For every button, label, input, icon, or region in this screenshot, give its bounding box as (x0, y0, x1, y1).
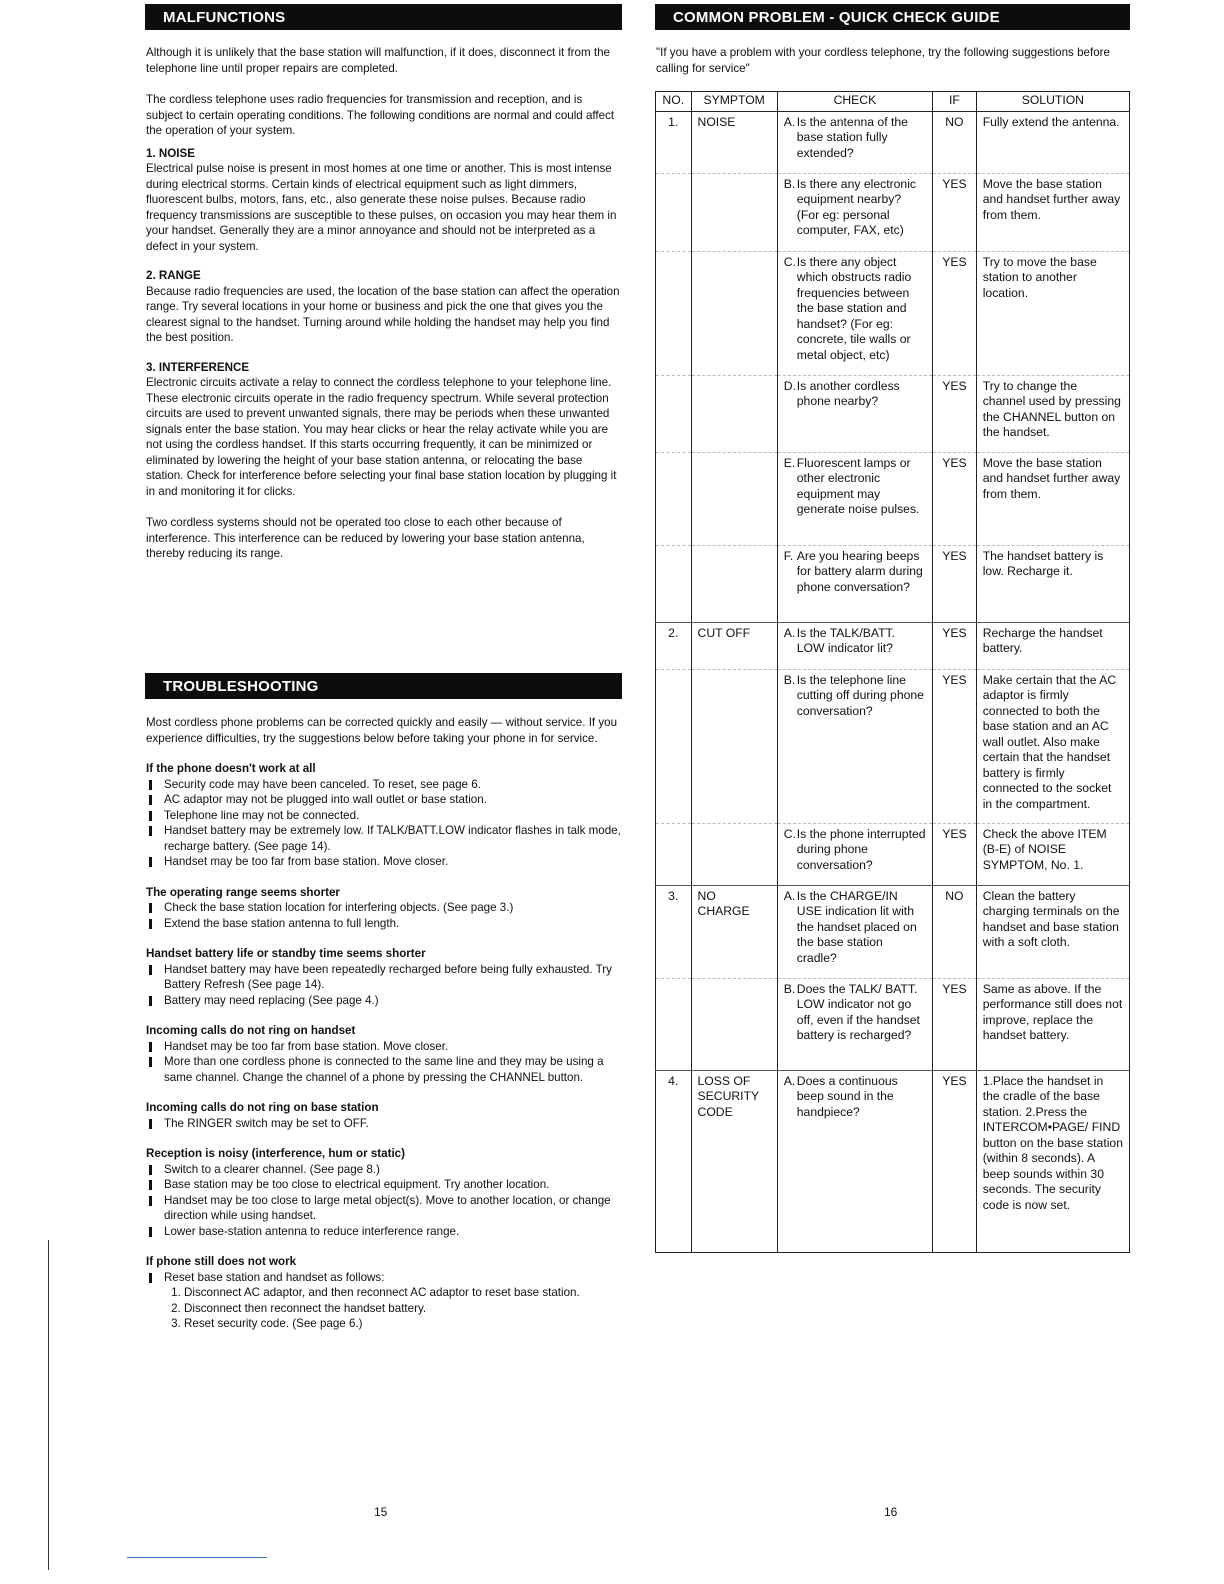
reset-steps-list (146, 1285, 622, 1332)
row-symptom (691, 545, 777, 622)
table-row (656, 669, 1130, 823)
malfunctions-paragraph: Although it is unlikely that the base station will malfunction, if it does, disconnect it from the telephone line until proper repairs are completed. (146, 46, 610, 75)
row-if: YES (933, 669, 977, 823)
bullet-item: The RINGER switch may be set to OFF. (146, 1116, 622, 1132)
check-text: Fluorescent lamps or other electronic equipment may generate noise pulses. (796, 455, 920, 516)
table-row (656, 823, 1130, 885)
check-text: Is the TALK/BATT. LOW indicator lit? (796, 625, 895, 655)
bullet-item: Security code may have been canceled. To reset, see page 6. (146, 777, 622, 793)
row-check (777, 622, 932, 669)
header-solution: SOLUTION (976, 92, 1129, 112)
reset-step: 2. Disconnect then reconnect the handset battery. (184, 1301, 622, 1317)
table-row (656, 1070, 1130, 1252)
check-text: Is the CHARGE/IN USE indication lit with the handset placed on the base station cradle? (796, 888, 917, 965)
table-row (656, 452, 1130, 545)
table-header-row (656, 92, 1130, 112)
troubleshooting-group-heading: If phone still does not work (146, 1255, 297, 1268)
row-if: YES (933, 375, 977, 452)
bullet-item: Handset battery may be extremely low. If TALK/BATT.LOW indicator flashes in talk mode, recharge battery. (See page 14). (146, 823, 622, 854)
row-solution: Move the base station and handset further away from them. (976, 452, 1129, 545)
quick-check-rows (656, 111, 1130, 1252)
table-row (656, 978, 1130, 1070)
left-margin-rule (48, 1240, 49, 1570)
table-row (656, 251, 1130, 375)
check-letter: B. (783, 981, 796, 996)
row-solution: Try to move the base station to another location. (976, 251, 1129, 375)
troubleshooting-group-heading: Incoming calls do not ring on base station (146, 1101, 379, 1114)
row-number (656, 173, 692, 251)
range-heading: 2. RANGE (146, 269, 201, 282)
troubleshooting-group (146, 761, 622, 870)
row-solution: The handset battery is low. Recharge it. (976, 545, 1129, 622)
quick-check-table (655, 91, 1130, 1253)
row-symptom: LOSS OF SECURITY CODE (691, 1070, 777, 1252)
check-letter: A. (783, 625, 796, 640)
troubleshooting-group-heading: Incoming calls do not ring on handset (146, 1024, 356, 1037)
bullet-item: Battery may need replacing (See page 4.) (146, 993, 622, 1009)
check-letter: A. (783, 1073, 796, 1088)
check-letter: B. (783, 176, 796, 191)
table-row (656, 545, 1130, 622)
row-if: YES (933, 622, 977, 669)
bullet-list (146, 1039, 622, 1086)
row-symptom (691, 375, 777, 452)
troubleshooting-title: TROUBLESHOOTING (163, 678, 319, 695)
bottom-link-rule (127, 1557, 267, 1558)
row-check (777, 885, 932, 978)
bullet-list (146, 900, 622, 931)
bullet-item: Handset may be too far from base station. Move closer. (146, 1039, 622, 1055)
troubleshooting-group (146, 946, 622, 1008)
row-check (777, 669, 932, 823)
row-solution: 1.Place the handset in the cradle of the base station. 2.Press the INTERCOM•PAGE/ FIND button on the base station (within 8 seconds). A beep sounds within 30 seconds. The security code is now set. (976, 1070, 1129, 1252)
interference-paragraph: Electronic circuits activate a relay to connect the cordless telephone to your telephone line. These electronic circuits operate in the radio frequency spectrum. While several protection circuits are used to prevent unwanted signals, there may be periods when these unwanted signals enter the base station. You may hear clicks or hear the relay activate while you are not using the cordless handset. If this starts occurring frequently, it can be minimized or eliminated by lowering the height of your base station antenna, or relocating the base station. Check for interference before selecting your final base station location by plugging it in and monitoring it for clicks. (146, 376, 617, 498)
check-text: Is the phone interrupted during phone conversation? (796, 826, 926, 872)
troubleshooting-group (146, 1100, 622, 1131)
check-text: Are you hearing beeps for battery alarm during phone conversation? (796, 548, 923, 594)
troubleshooting-group (146, 1023, 622, 1085)
row-solution: Clean the battery charging terminals on the handset and base station with a soft cloth. (976, 885, 1129, 978)
row-if: NO (933, 885, 977, 978)
row-check (777, 173, 932, 251)
range-paragraph: Because radio frequencies are used, the location of the base station can affect the operation range. Try several locations in your home or business and pick the one that gives you the clearest signal to the handset. Turning around while holding the handset may help you find the best position. (146, 284, 620, 344)
quick-check-intro: "If you have a problem with your cordless telephone, try the following suggestions before calling for service" (656, 46, 1110, 75)
row-solution: Move the base station and handset further away from them. (976, 173, 1129, 251)
malfunctions-paragraph: The cordless telephone uses radio frequencies for transmission and reception, and is subject to certain operating conditions. The following conditions are normal and could affect the operation of your system. (146, 93, 615, 137)
row-number (656, 978, 692, 1070)
row-check (777, 978, 932, 1070)
bullet-list (146, 1270, 622, 1286)
row-if: NO (933, 111, 977, 173)
table-row (656, 622, 1130, 669)
check-text: Is the telephone line cutting off during phone conversation? (796, 672, 924, 718)
row-number (656, 823, 692, 885)
header-check: CHECK (777, 92, 932, 112)
check-letter: D. (783, 378, 796, 393)
troubleshooting-group-heading: The operating range seems shorter (146, 885, 340, 899)
row-number (656, 669, 692, 823)
row-solution: Recharge the handset battery. (976, 622, 1129, 669)
check-letter: A. (783, 888, 796, 903)
troubleshooting-banner (145, 673, 622, 699)
row-symptom (691, 823, 777, 885)
row-number: 3. (656, 885, 692, 978)
row-number (656, 452, 692, 545)
row-symptom (691, 251, 777, 375)
bullet-item: Telephone line may not be connected. (146, 808, 622, 824)
bullet-list (146, 777, 622, 870)
row-solution: Same as above. If the performance still does not improve, replace the handset battery. (976, 978, 1129, 1070)
bullet-item: Base station may be too close to electrical equipment. Try another location. (146, 1177, 622, 1193)
row-if: YES (933, 823, 977, 885)
reset-step: 1. Disconnect AC adaptor, and then reconnect AC adaptor to reset base station. (184, 1285, 622, 1301)
row-symptom: CUT OFF (691, 622, 777, 669)
row-solution: Make certain that the AC adaptor is firmly connected to both the base station and an AC wall outlet. Also make certain that the handset battery is firmly connected to the socket in the compartment. (976, 669, 1129, 823)
row-symptom: NO CHARGE (691, 885, 777, 978)
table-row (656, 885, 1130, 978)
bullet-item: Handset may be too close to large metal object(s). Move to another location, or change direction while using handset. (146, 1193, 622, 1224)
quick-check-banner (655, 4, 1130, 30)
bullet-item: Reset base station and handset as follows: (146, 1270, 622, 1286)
table-row (656, 173, 1130, 251)
reset-step: 3. Reset security code. (See page 6.) (184, 1316, 622, 1332)
row-check (777, 823, 932, 885)
troubleshooting-group (146, 885, 622, 932)
row-number (656, 251, 692, 375)
troubleshooting-group-heading: Reception is noisy (interference, hum or static) (146, 1147, 405, 1160)
bullet-list (146, 962, 622, 1009)
row-if: YES (933, 1070, 977, 1252)
header-symptom: SYMPTOM (691, 92, 777, 112)
noise-paragraph: Electrical pulse noise is present in most homes at one time or another. This is most intense during electrical storms. Certain kinds of electrical equipment such as light dimmers, fluorescent bulbs, motors, fans, etc., also generate these noise pulses. Because radio frequency transmissions are susceptible to these pulses, on occasion you may hear them in your handset. Generally they are a minor annoyance and should not be interpreted as a defect in your system. (146, 162, 617, 253)
bullet-item: Switch to a clearer channel. (See page 8.) (146, 1162, 622, 1178)
check-text: Does a continuous beep sound in the handpiece? (796, 1073, 898, 1119)
check-letter: A. (783, 114, 796, 129)
row-number: 4. (656, 1070, 692, 1252)
row-solution: Fully extend the antenna. (976, 111, 1129, 173)
troubleshooting-body (146, 715, 622, 1347)
bullet-item: Handset may be too far from base station. Move closer. (146, 854, 622, 870)
row-number: 1. (656, 111, 692, 173)
header-if: IF (933, 92, 977, 112)
troubleshooting-group (146, 1254, 622, 1332)
bullet-item: Handset battery may have been repeatedly recharged before being fully exhausted. Try Battery Refresh (See page 14). (146, 962, 622, 993)
row-if: YES (933, 452, 977, 545)
row-check (777, 375, 932, 452)
malfunctions-title: MALFUNCTIONS (163, 9, 286, 26)
row-check (777, 452, 932, 545)
row-solution: Check the above ITEM (B-E) of NOISE SYMPTOM, No. 1. (976, 823, 1129, 885)
row-check (777, 251, 932, 375)
check-letter: B. (783, 672, 796, 687)
row-solution: Try to change the channel used by pressing the CHANNEL button on the handset. (976, 375, 1129, 452)
troubleshooting-groups (146, 761, 622, 1332)
check-letter: C. (783, 254, 796, 269)
troubleshooting-group-heading: Handset battery life or standby time seems shorter (146, 947, 426, 960)
troubleshooting-intro: Most cordless phone problems can be corrected quickly and easily — without service. If you experience difficulties, try the suggestions below before taking your phone in for service. (146, 716, 618, 745)
bullet-item: Extend the base station antenna to full length. (146, 916, 622, 932)
check-text: Is the antenna of the base station fully extended? (796, 114, 908, 160)
row-number: 2. (656, 622, 692, 669)
bullet-item: More than one cordless phone is connected to the same line and they may be using a same channel. Change the channel of a phone by pressing the CHANNEL button. (146, 1054, 622, 1085)
bullet-list (146, 1162, 622, 1240)
row-if: YES (933, 545, 977, 622)
check-text: Is there any object which obstructs radio frequencies between the base station and handset? (For eg: concrete, tile walls or metal object, etc) (796, 254, 912, 362)
row-check (777, 1070, 932, 1252)
bullet-item: Check the base station location for interfering objects. (See page 3.) (146, 900, 622, 916)
row-symptom (691, 978, 777, 1070)
troubleshooting-group (146, 1146, 622, 1239)
bullet-item: Lower base-station antenna to reduce interference range. (146, 1224, 622, 1240)
row-check (777, 545, 932, 622)
table-row (656, 111, 1130, 173)
check-text: Does the TALK/ BATT. LOW indicator not go off, even if the handset battery is recharged? (796, 981, 920, 1042)
malfunctions-banner (145, 4, 622, 30)
check-text: Is another cordless phone nearby? (796, 378, 900, 408)
row-symptom (691, 173, 777, 251)
row-symptom: NOISE (691, 111, 777, 173)
malfunctions-body (146, 45, 622, 578)
check-letter: C. (783, 826, 796, 841)
row-if: YES (933, 251, 977, 375)
table-row (656, 375, 1130, 452)
malfunctions-paragraph: Two cordless systems should not be operated too close to each other because of interference. This interference can be reduced by lowering your base station antenna, thereby reducing its range. (146, 516, 585, 560)
interference-heading: 3. INTERFERENCE (146, 360, 250, 374)
row-number (656, 375, 692, 452)
page-number-right: 16 (884, 1505, 898, 1519)
row-symptom (691, 669, 777, 823)
header-no: NO. (656, 92, 692, 112)
quick-check-title: COMMON PROBLEM - QUICK CHECK GUIDE (673, 9, 1000, 26)
page-number-left: 15 (374, 1505, 388, 1519)
row-if: YES (933, 978, 977, 1070)
row-symptom (691, 452, 777, 545)
row-if: YES (933, 173, 977, 251)
check-letter: E. (783, 455, 796, 470)
row-check (777, 111, 932, 173)
row-number (656, 545, 692, 622)
noise-heading: 1. NOISE (146, 146, 195, 160)
check-text: Is there any electronic equipment nearby? (For eg: personal computer, FAX, etc) (796, 176, 917, 237)
check-letter: F. (783, 548, 794, 563)
troubleshooting-group-heading: If the phone doesn't work at all (146, 762, 316, 775)
bullet-item: AC adaptor may not be plugged into wall outlet or base station. (146, 792, 622, 808)
bullet-list (146, 1116, 622, 1132)
